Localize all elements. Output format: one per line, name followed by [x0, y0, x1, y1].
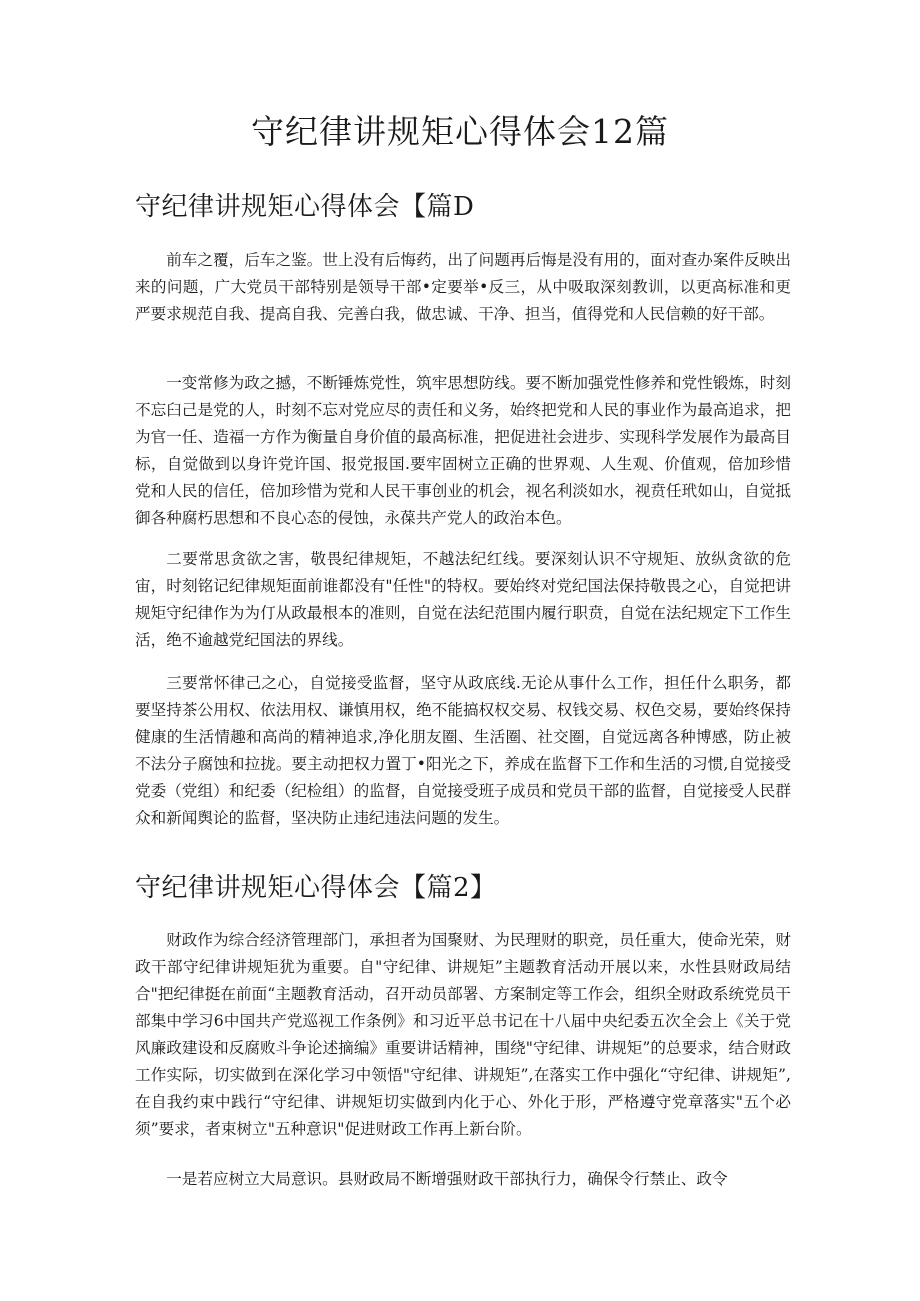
paragraph: 前车之覆，后车之鉴。世上没有后悔药，出了问题再后悔是没有用的，面对查办案件反映出来的问题，广大党员干部特别是领导干部•定要举•反三，从中吸取深刻教训，以更高标准和更严要求规范自我、提高自我、完善白我，做忠诚、干净、担当，值得党和人民信赖的好干部。 — [135, 251, 791, 323]
section-heading-1: 守纪律讲规矩心得体会【篇D — [135, 192, 475, 222]
paragraph: 一变常修为政之撼，不断锤炼党性，筑牢思想防线。要不断加强党性修养和党性锻炼，时刻不忘臼己是党的人，时刻不忘对党应尽的责任和义务，始终把党和人民的事业作为最高追求，把为官一任、造福一方作为衡量自身价值的最高标准，把促进社会进步、实现科学发展作为最高目标，自觉做到以身许党许国、报党报国.要牢固树立正确的世界观、人生观、价值观，倍加珍惜党和人民的信任，倍加珍惜为党和人民干事创业的机会，视名利淡如水，视贲任玳如山，自觉抵御各种腐朽思想和不良心态的侵蚀，永葆共产党人的政治本色。 — [135, 374, 791, 527]
paragraph: 财政作为综合经济管理部门，承担者为国聚财、为民理财的职竞，员任重大，使命光荣，财政干部守纪律讲规矩犹为重要。自"守纪律、讲规矩”主题教育活动开展以来，水性县财政局结合"把纪律挺在前面“主题教育活动，召开动员部署、方案制定等工作会，组织全财政系统党员干部集中学习6中国共产党巡视工作条例》和习近平总书记在十八届中央纪委五次全会上《关于党风廉政建设和反腐败斗争论述摘编》重要讲话精神，围绕"守纪律、讲规矩”的总要求，结合财政工作实际，切实做到在深化学习中领悟"守纪律、讲规矩”,在落实工作中强化“守纪律、讲规矩”,在自我约束中践行“守纪律、讲规矩切实做到内化于心、外化于形，严格遵守党章落实"五个必须”要求，者束树立"五种意识"促进财政工作再上新台阶。 — [135, 931, 791, 1138]
section-heading-2: 守纪律讲规矩心得体会【篇2】 — [135, 873, 497, 903]
paragraph: 二要常思贪欲之害，敬畏纪律规矩，不越法纪红线。要深刻认识不守规矩、放纵贪欲的危宙，时刻铭记纪律规矩面前谁都没有"任性"的特权。要始终对党纪国法保持敬畏之心，自觉把讲规矩守纪律作为为仃从政最根本的准则，自觉在法纪范围内履行职贲，自觉在法纪规定下工作生活，绝不逾越党纪国法的界线。 — [135, 550, 791, 649]
paragraph: 三要常怀律己之心，自觉接受监督，坚守从政底线.无论从事什么工作，担任什么职务，都要坚持茶公用权、依法用权、谦慎用权，绝不能搞权权交易、权钱交易、权色交易，要始终保持健康的生活情趣和高尚的精神追求,净化朋友圈、生活圈、社交圈，自觉远离各种博感，防止被不法分子腐蚀和拉拢。要主动把权力置丁•阳光之下，养成在监督下工作和生活的习惯,自觉接受党委（党组）和纪委（纪检组）的监督，自觉接受班子成员和党员干部的监督，自觉接受人民群众和新闻舆论的监督，坚决防止违纪违法问题的发生。 — [135, 674, 791, 827]
paragraph: 一是若应树立大局意识。县财政局不断增强财政干部执行力，确保令行禁止、政令 — [166, 1170, 728, 1188]
document-title: 守纪律讲规矩心得体会12篇 — [251, 112, 669, 151]
